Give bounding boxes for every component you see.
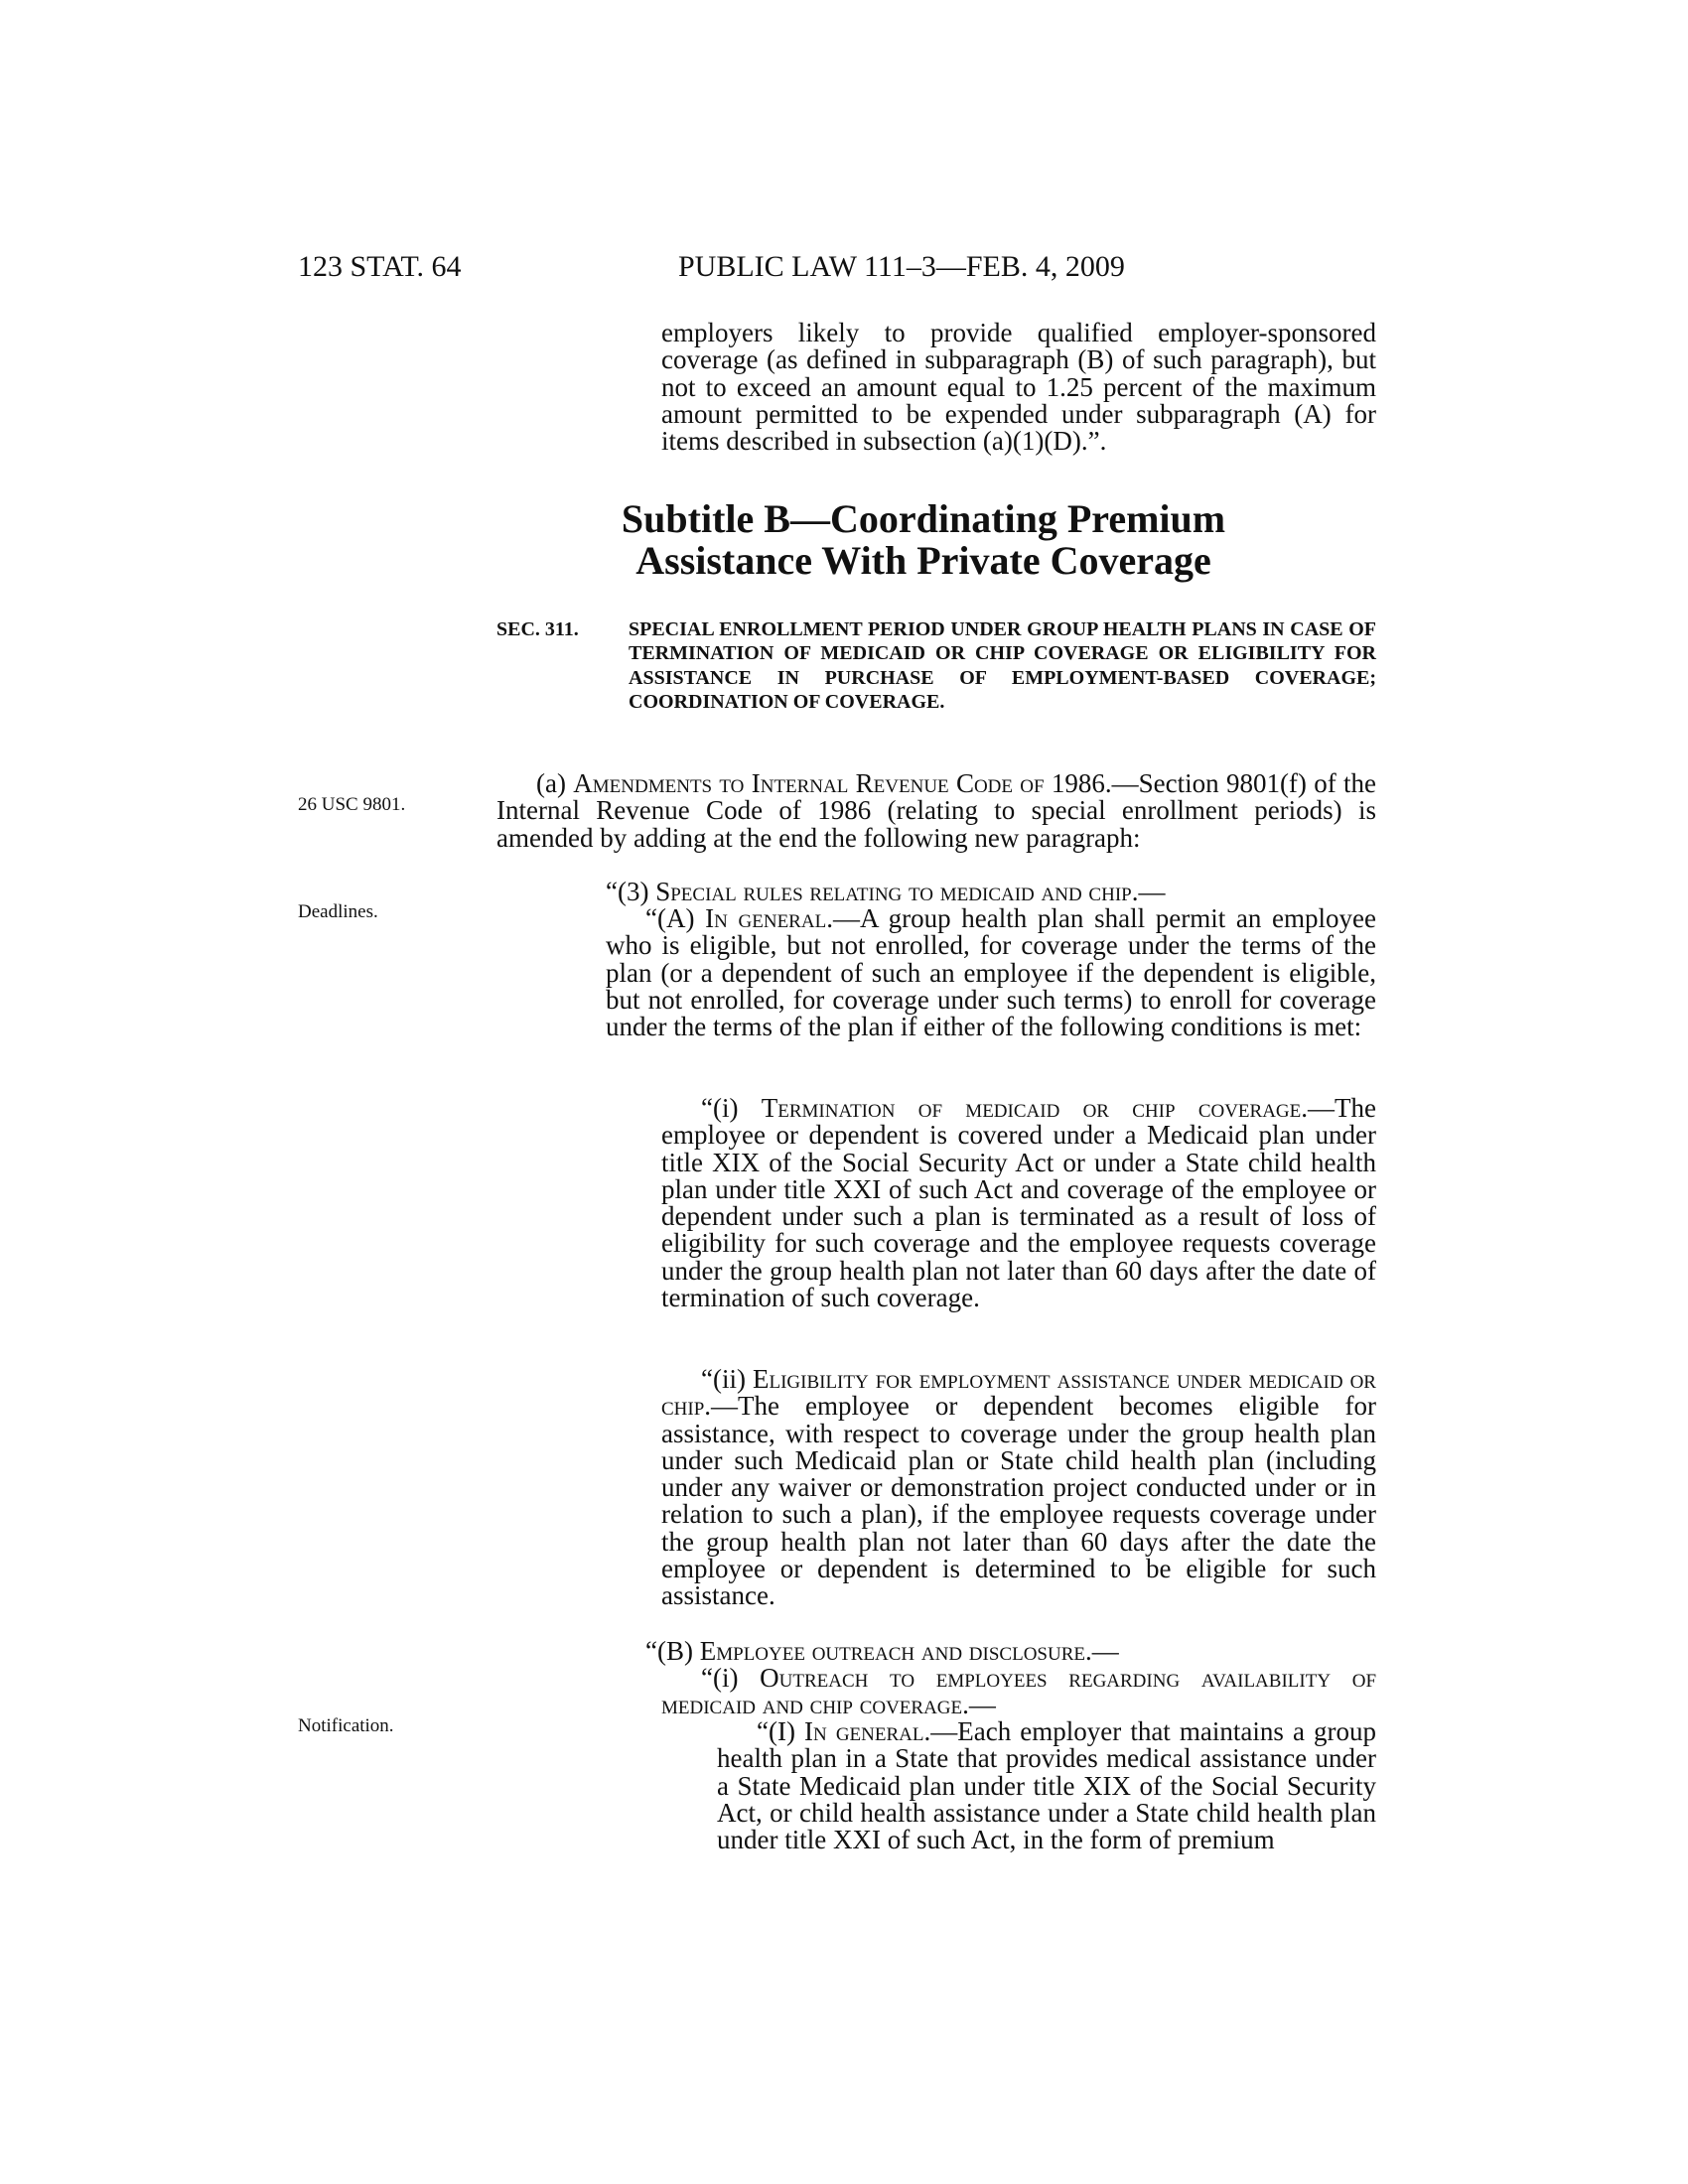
clause-A-ii: [661, 1366, 1376, 1610]
margin-note-notification: Notification.: [298, 1715, 394, 1736]
subparagraph-A: [606, 905, 1376, 1040]
subclause-B-i-I-label: “(I): [757, 1716, 805, 1746]
margin-note-deadlines: Deadlines.: [298, 901, 378, 922]
subparagraph-B-paragraph: [606, 1638, 1376, 1665]
paragraph-3-line: [606, 879, 1376, 905]
section-number: SEC. 311.: [496, 618, 579, 640]
clause-A-ii-text: .—The employee or dependent becomes eligible for assistance, with respect to coverage under the group health plan under such Medicaid plan or State child health plan (including under any waiver or demonstration project conducted under or in relation to such a plan), if the employee requests coverage under the group health plan not later than 60 days after the date the employee or dependent is determined to be eligible for such assistance.: [661, 1391, 1376, 1611]
clause-B-i-paragraph: [661, 1665, 1376, 1719]
subclause-B-i-I-text: .—Each employer that maintains a group health plan in a State that provides medical assistance under a State Medicaid plan under title XIX of the Social Security Act, or child health assistance under a State child health plan under title XXI of such Act, in the form of premium: [717, 1716, 1376, 1855]
subsection-a-heading: Amendments to Internal Revenue Code of 1986: [573, 768, 1105, 798]
clause-A-ii-label: “(ii): [701, 1364, 753, 1394]
subclause-B-i-I-heading: In general: [804, 1716, 924, 1746]
subparagraph-B-text: .—: [1085, 1636, 1119, 1666]
clause-A-i: [661, 1095, 1376, 1311]
subparagraph-B-label: “(B): [645, 1636, 700, 1666]
subparagraph-A-paragraph: [606, 905, 1376, 1040]
subtitle-heading: Subtitle B—Coordinating Premium Assistance With Private Coverage: [621, 496, 1226, 583]
subparagraph-A-text: .—A group health plan shall permit an employee who is eligible, but not enrolled, for coverage under the terms of the plan (or a dependent of such an employee if the dependent is eligible, but not enrolled, for coverage under such terms) to enroll for coverage under the terms of the plan if either of the following conditions is met:: [606, 903, 1376, 1042]
subparagraph-B-heading: Employee outreach and disclosure: [699, 1636, 1085, 1666]
clause-B-i: [661, 1665, 1376, 1719]
subparagraph-A-label: “(A): [645, 903, 706, 933]
section-title: SPECIAL ENROLLMENT PERIOD UNDER GROUP HEALTH PLANS IN CASE OF TERMINATION OF MEDICAID OR CHIP COVERAGE OR ELIGIBILITY FOR ASSISTANCE IN PURCHASE OF EMPLOYMENT-BASED COVERAGE; COORDINATION OF COVERAGE.: [629, 618, 1376, 714]
subsection-a: [496, 770, 1376, 852]
clause-A-ii-paragraph: [661, 1366, 1376, 1610]
clause-B-i-heading: Outreach to employees regarding availability of medicaid and chip coverage: [661, 1663, 1377, 1720]
subparagraph-B: [606, 1638, 1376, 1665]
clause-A-i-paragraph: [661, 1095, 1376, 1311]
clause-B-i-text: .—: [962, 1690, 996, 1720]
clause-A-ii-heading: Eligibility for employment assistance under medicaid or chip: [661, 1364, 1376, 1422]
subsection-a-text: .—Section 9801(f) of the Internal Revenue Code of 1986 (relating to special enrollment periods) is amended by adding at the end the following new paragraph:: [496, 768, 1377, 853]
clause-A-i-heading: Termination of medicaid or chip coverage: [761, 1093, 1302, 1123]
subclause-B-i-I: [717, 1718, 1376, 1853]
clause-A-i-label: “(i): [701, 1093, 762, 1123]
section-heading: [496, 617, 1376, 715]
paragraph-3-text: .—: [1131, 877, 1166, 906]
subclause-B-i-I-paragraph: [717, 1718, 1376, 1853]
continued-text: employers likely to provide qualified employer-sponsored coverage (as defined in subparagraph (B) of such paragraph), but not to exceed an amount equal to 1.25 percent of the maximum amount permitted to be expended under subparagraph (A) for items described in subsection (a)(1)(D).”.: [661, 318, 1376, 457]
margin-note-usc: 26 USC 9801.: [298, 794, 406, 815]
paragraph-3: [606, 879, 1376, 905]
running-head: PUBLIC LAW 111–3—FEB. 4, 2009: [678, 250, 1125, 283]
subparagraph-A-heading: In general: [705, 903, 827, 933]
continued-paragraph: [661, 320, 1376, 455]
clause-A-i-text: .—The employee or dependent is covered under a Medicaid plan under title XIX of the Social Security Act or under a State child health plan under title XXI of such Act and coverage of the employee or dependent under such a plan is terminated as a result of loss of eligibility for such coverage and the employee requests coverage under the group health plan not later than 60 days after the date of termination of such coverage.: [661, 1093, 1376, 1313]
page-number: 123 STAT. 64: [298, 250, 462, 283]
paragraph-3-heading: Special rules relating to medicaid and chip: [655, 877, 1132, 906]
clause-B-i-label: “(i): [701, 1663, 761, 1693]
subsection-a-paragraph: [496, 770, 1376, 852]
paragraph-3-label: “(3): [606, 877, 656, 906]
subsection-a-label: (a): [536, 768, 574, 798]
